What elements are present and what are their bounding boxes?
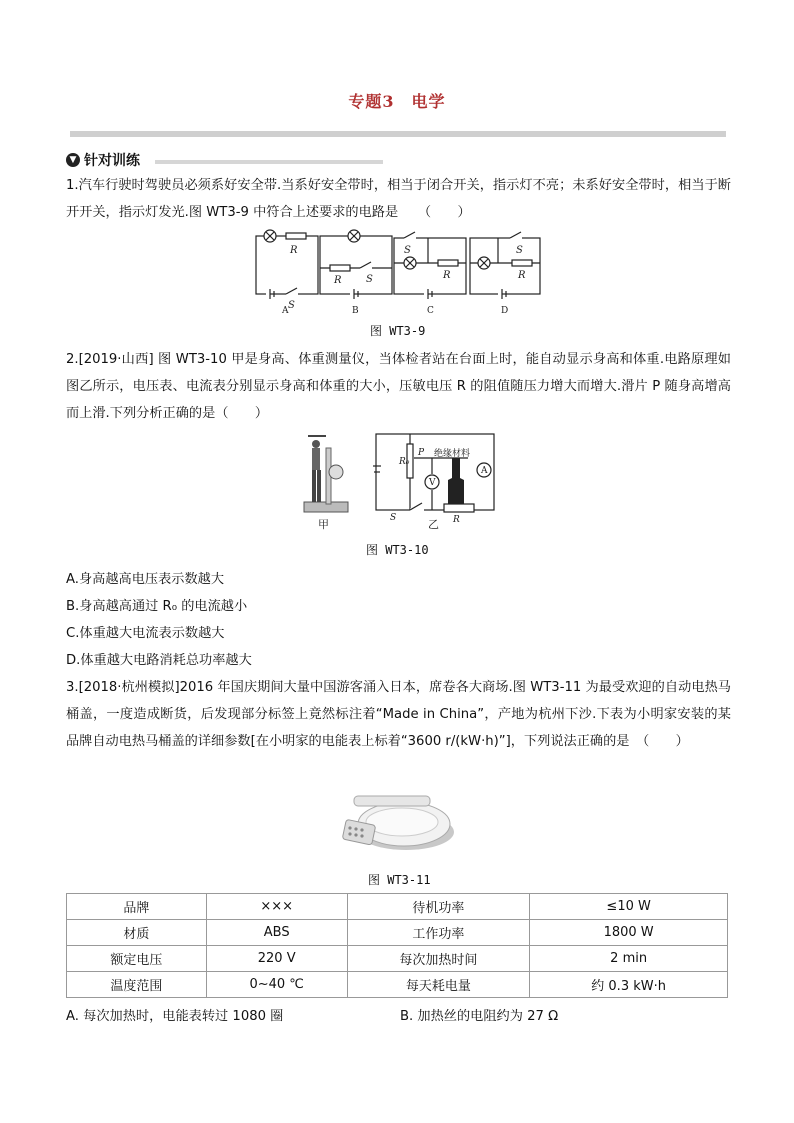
table-cell: 品牌	[67, 894, 207, 920]
svg-text:P: P	[418, 448, 425, 458]
circuit-diagrams-wt3-9	[250, 226, 545, 316]
svg-text:R: R	[290, 245, 298, 256]
svg-text:R: R	[453, 515, 460, 525]
svg-text:乙: 乙	[428, 518, 439, 530]
table-cell: 温度范围	[67, 972, 207, 998]
table-row	[67, 946, 728, 972]
figure-caption-wt3-10: 图 WT3-10	[366, 543, 429, 557]
figure-caption-wt3-9: 图 WT3-9	[370, 324, 426, 338]
table-cell: ABS	[206, 920, 347, 946]
section-title: 针对训练	[84, 153, 140, 169]
table-cell: 工作功率	[347, 920, 530, 946]
svg-text:甲: 甲	[318, 518, 329, 531]
toilet-seat-photo	[338, 786, 458, 858]
circuit-label-b: B	[352, 306, 359, 316]
svg-text:S: S	[390, 513, 397, 523]
table-cell: 0~40 ℃	[206, 972, 347, 998]
table-cell: 约 0.3 kW·h	[530, 972, 728, 998]
circuit-label-c: C	[427, 306, 434, 316]
figure-caption-wt3-11: 图 WT3-11	[368, 873, 431, 887]
table-cell: 220 V	[206, 946, 347, 972]
question-2-option-d: D.体重越大电路消耗总功率越大	[66, 653, 252, 668]
triangle-down-icon: ▼	[66, 153, 80, 167]
question-1-text: 1.汽车行驶时驾驶员必须系好安全带.当系好安全带时，相当于闭合开关，指示灯不亮；未系好安全带时，相当于断开开关，指示灯发光.图 WT3-9 中符合上述要求的电路是 （ ）	[66, 178, 731, 220]
question-3-text: 3.[2018·杭州模拟]2016 年国庆期间大量中国游客涌入日本，席卷各大商场.图 WT3-11 为最受欢迎的自动电热马桶盖，一度造成断货，后发现部分标签上竟然标注着“Made in China”，产地为杭州下沙.下表为小明家安装的某品牌自动电热马桶盖的详细参数[在小明家的电能表上标着“3600 r/(kW·h)”]，下列说法正确的是 （ ）	[66, 680, 731, 749]
table-row	[67, 894, 728, 920]
svg-text:绝缘材料: 绝缘材料	[434, 449, 471, 459]
svg-text:S: S	[288, 300, 295, 311]
svg-text:R: R	[518, 270, 526, 281]
height-weight-scale-figure	[296, 428, 356, 532]
table-cell: 材质	[67, 920, 207, 946]
svg-text:V: V	[429, 478, 436, 488]
table-cell: 每天耗电量	[347, 972, 530, 998]
sensor-circuit-figure	[372, 430, 500, 530]
table-cell: 每次加热时间	[347, 946, 530, 972]
question-2-text: 2.[2019·山西] 图 WT3-10 甲是身高、体重测量仪，当体检者站在台面上时，能自动显示身高和体重.电路原理如图乙所示，电压表、电流表分别显示身高和体重的大小，压敏电压 R 的阻值随压力增大而增大.滑片 P 随身高增高而上滑.下列分析正确的是（ ）	[66, 352, 731, 421]
question-2-option-a: A.身高越高电压表示数越大	[66, 572, 225, 587]
table-cell: ≤10 W	[530, 894, 728, 920]
svg-text:R₀: R₀	[399, 457, 410, 467]
question-3-option-a: A. 每次加热时，电能表转过 1080 圈	[66, 1009, 284, 1024]
table-cell: 2 min	[530, 946, 728, 972]
table-row	[67, 920, 728, 946]
table-cell: 额定电压	[67, 946, 207, 972]
circuit-label-d: D	[501, 306, 509, 316]
svg-text:R: R	[334, 275, 342, 286]
section-divider	[155, 160, 383, 164]
question-2-option-b: B.身高越高通过 R₀ 的电流越小	[66, 599, 248, 614]
spec-table	[66, 893, 728, 998]
title-divider	[70, 131, 726, 137]
table-row	[67, 972, 728, 998]
circuit-label-a: A	[282, 306, 289, 316]
question-3-option-b: B. 加热丝的电阻约为 27 Ω	[400, 1009, 559, 1024]
table-cell: ×××	[206, 894, 347, 920]
svg-text:R: R	[443, 270, 451, 281]
svg-text:S: S	[366, 274, 373, 285]
question-2-option-c: C.体重越大电流表示数越大	[66, 626, 225, 641]
svg-text:A: A	[481, 466, 488, 476]
table-cell: 1800 W	[530, 920, 728, 946]
svg-text:S: S	[516, 245, 523, 256]
svg-text:S: S	[404, 245, 411, 256]
table-cell: 待机功率	[347, 894, 530, 920]
page-title: 专题3 电学	[348, 92, 446, 111]
